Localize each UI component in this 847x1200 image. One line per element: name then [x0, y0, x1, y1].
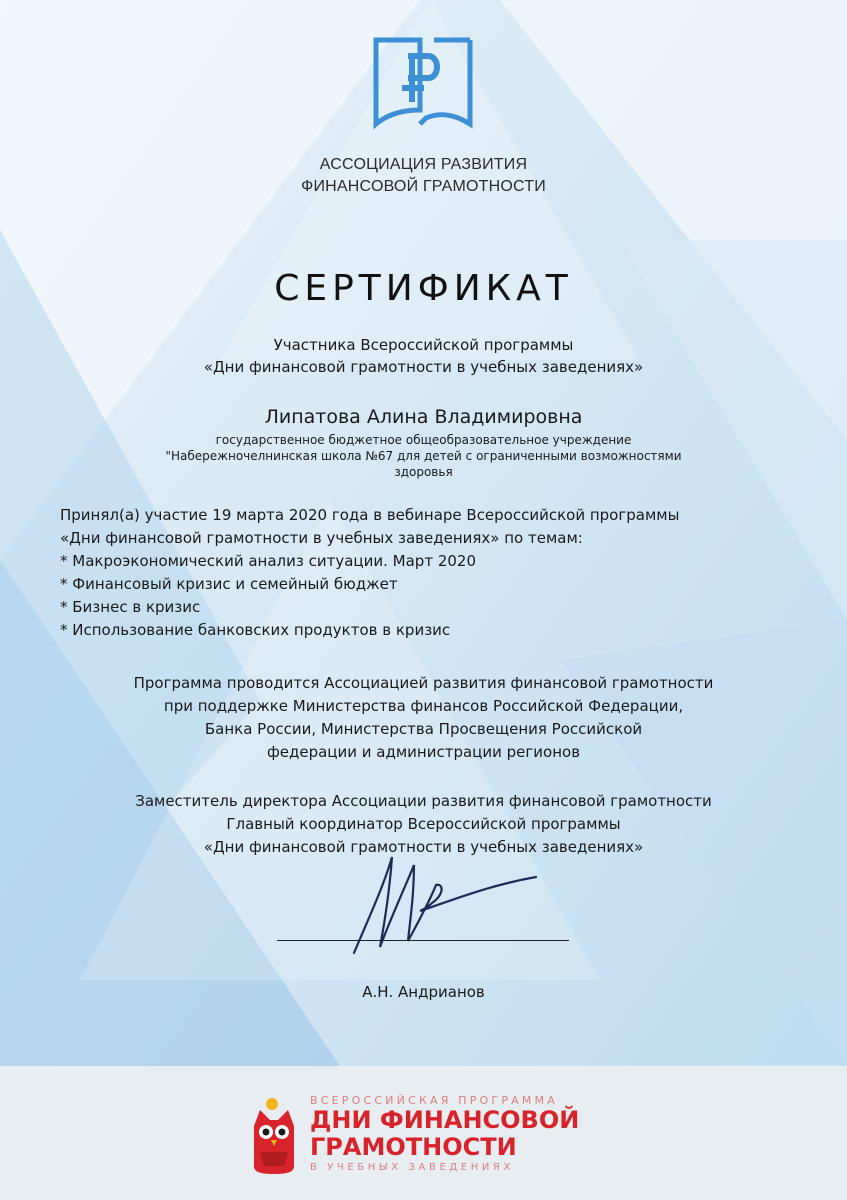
- footer-main-line-2: ГРАМОТНОСТИ: [310, 1133, 517, 1161]
- topic-item: * Использование банковских продуктов в кризис: [60, 621, 451, 639]
- organizer-line: при поддержке Министерства финансов Российской Федерации,: [163, 697, 684, 715]
- organizer-line: Банка России, Министерства Просвещения Российской: [204, 720, 643, 738]
- footer-bottom-text: В УЧЕБНЫХ ЗАВЕДЕНИЯХ: [310, 1162, 514, 1173]
- association-name: [0, 154, 847, 198]
- signer-line: Главный координатор Всероссийской программы: [226, 815, 621, 833]
- topic-item: * Финансовый кризис и семейный бюджет: [60, 575, 398, 593]
- association-line-2: ФИНАНСОВОЙ ГРАМОТНОСТИ: [301, 178, 546, 195]
- participation-line-2: «Дни финансовой грамотности в учебных заведениях» по темам:: [60, 529, 583, 547]
- footer-top-text: ВСЕРОССИЙСКАЯ ПРОГРАММА: [310, 1094, 558, 1107]
- signer-title: [0, 790, 847, 859]
- signature-line: [277, 940, 569, 941]
- school-line-3: здоровья: [394, 465, 453, 479]
- topic-item: * Макроэкономический анализ ситуации. Март 2020: [60, 552, 476, 570]
- footer-main-line-1: ДНИ ФИНАНСОВОЙ: [310, 1106, 580, 1134]
- program-line-1: Участника Всероссийской программы: [273, 336, 574, 354]
- signer-line: «Дни финансовой грамотности в учебных заведениях»: [203, 838, 644, 856]
- organizer-statement: [0, 672, 847, 764]
- organizer-line: федерации и администрации регионов: [266, 743, 581, 761]
- certificate-title: СЕРТИФИКАТ: [274, 268, 573, 309]
- program-line-2: «Дни финансовой грамотности в учебных заведениях»: [203, 358, 644, 376]
- school-line-1: государственное бюджетное общеобразовательное учреждение: [215, 433, 632, 447]
- school-line-2: "Набережночелнинская школа №67 для детей с ограниченными возможностями: [165, 449, 682, 463]
- school-name: [120, 432, 727, 480]
- participation-line-1: Принял(а) участие 19 марта 2020 года в вебинаре Всероссийской программы: [60, 506, 680, 524]
- signer-line: Заместитель директора Ассоциации развития финансовой грамотности: [135, 792, 712, 810]
- organizer-line: Программа проводится Ассоциацией развития финансовой грамотности: [133, 674, 714, 692]
- owl-mascot-logo: [248, 1096, 300, 1174]
- participant-name: Липатова Алина Владимировна: [264, 406, 583, 428]
- association-line-1: АССОЦИАЦИЯ РАЗВИТИЯ: [319, 156, 528, 173]
- ruble-book-logo: [368, 36, 478, 136]
- program-title: [0, 334, 847, 378]
- signer-name: А.Н. Андрианов: [362, 983, 485, 1001]
- topic-item: * Бизнес в кризис: [60, 598, 201, 616]
- participation-block: [60, 504, 800, 642]
